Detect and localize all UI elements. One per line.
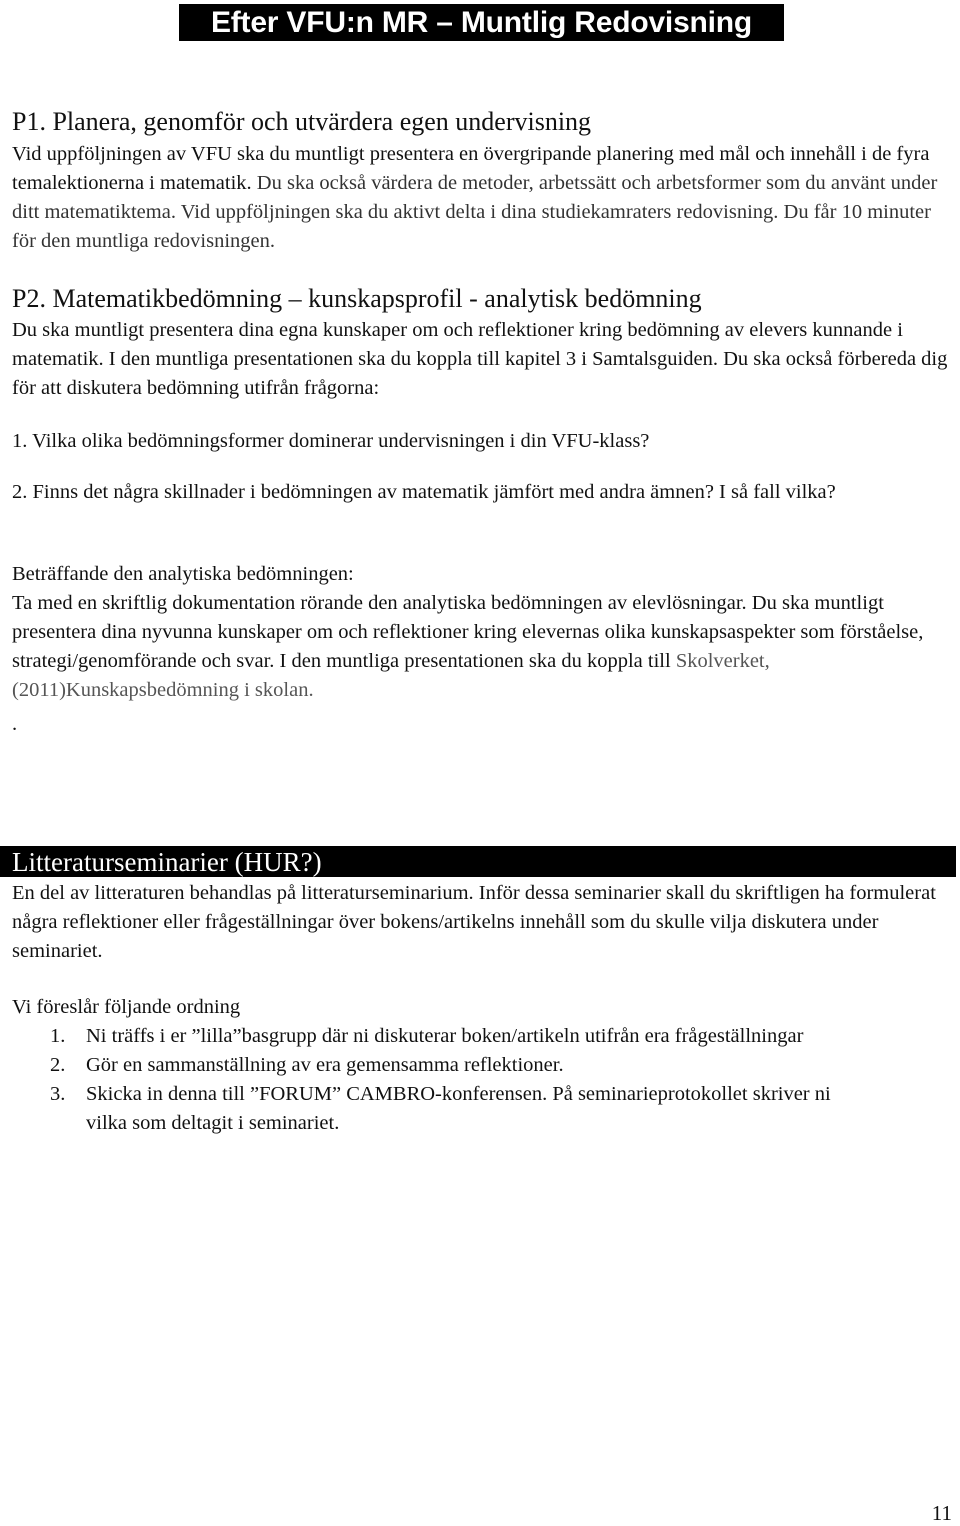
list-item xyxy=(12,1051,832,1080)
p1-body-details: Du ska också värdera de metoder, arbetssätt och arbetsformer som du använt under ditt matematiktema. Vid uppföljningen ska du aktivt delta i dina studiekamraters redovisning. Du får 10 minuter för den muntliga redovisningen. xyxy=(12,172,938,252)
stray-dot: . xyxy=(12,713,18,735)
list-item-text: Ni träffs i er ”lilla”basgrupp där ni diskuterar boken/artikeln utifrån era frågeställningar xyxy=(86,1025,804,1047)
analytic-heading: Beträffande den analytiska bedömningen: xyxy=(12,563,354,585)
page-number: 11 xyxy=(931,1501,952,1525)
literature-body: En del av litteraturen behandlas på litteraturseminarium. Inför dessa seminarier skall du skriftligen ha formulerat några reflektioner eller frågeställningar över bokens/artikelns innehåll som du skulle vilja diskutera under seminariet. xyxy=(12,882,936,962)
analytic-body xyxy=(12,589,954,705)
reference-citation: Skolverket, (2011)Kunskapsbedömning i skolan. xyxy=(12,650,770,701)
section-body-p1 xyxy=(12,140,954,256)
section-heading-p1: P1. Planera, genomför och utvärdera egen undervisning xyxy=(12,107,592,136)
literature-heading: Litteraturseminarier (HUR?) xyxy=(12,847,322,877)
section-heading-p2: P2. Matematikbedömning – kunskapsprofil - analytisk bedömning xyxy=(12,284,702,313)
list-item-number: 2. xyxy=(50,1054,66,1076)
order-heading: Vi föreslår följande ordning xyxy=(12,996,241,1018)
order-list xyxy=(12,1022,832,1138)
analytic-body-text: Ta med en skriftlig dokumentation rörande den analytiska bedömningen av elevlösningar. Du ska muntligt presentera dina nyvunna kunskaper om och reflektioner kring elevernas olika kunskapsaspekter som förståelse, strategi/genomförande och svar. I den muntliga presentationen ska du koppla till xyxy=(12,592,924,672)
section-body-p2: Du ska muntligt presentera dina egna kunskaper om och reflektioner kring bedömning av elevers kunnande i matematik. I den muntliga presentationen ska du koppla till kapitel 3 i Samtalsguiden. Du ska också förbereda dig för att diskutera bedömning utifrån frågorna: xyxy=(12,319,948,399)
p1-body-intro: Vid uppföljningen av VFU ska du muntligt presentera en övergripande planering med mål och innehåll i de fyra temalektionerna i matematik. xyxy=(12,143,930,194)
list-item-number: 3. xyxy=(50,1083,66,1105)
question-2: 2. Finns det några skillnader i bedömningen av matematik jämfört med andra ämnen? I så fall vilka? xyxy=(12,481,836,503)
list-item-text: Gör en sammanställning av era gemensamma reflektioner. xyxy=(86,1054,564,1076)
page-title: Efter VFU:n MR – Muntlig Redovisning xyxy=(179,4,784,41)
question-1: 1. Vilka olika bedömningsformer dominerar undervisningen i din VFU-klass? xyxy=(12,430,650,452)
list-item xyxy=(12,1022,832,1051)
list-item xyxy=(12,1080,832,1138)
list-item-number: 1. xyxy=(50,1025,66,1047)
list-item-text: Skicka in denna till ”FORUM” CAMBRO-konferensen. På seminarieprotokollet skriver ni vilka som deltagit i seminariet. xyxy=(86,1083,831,1134)
